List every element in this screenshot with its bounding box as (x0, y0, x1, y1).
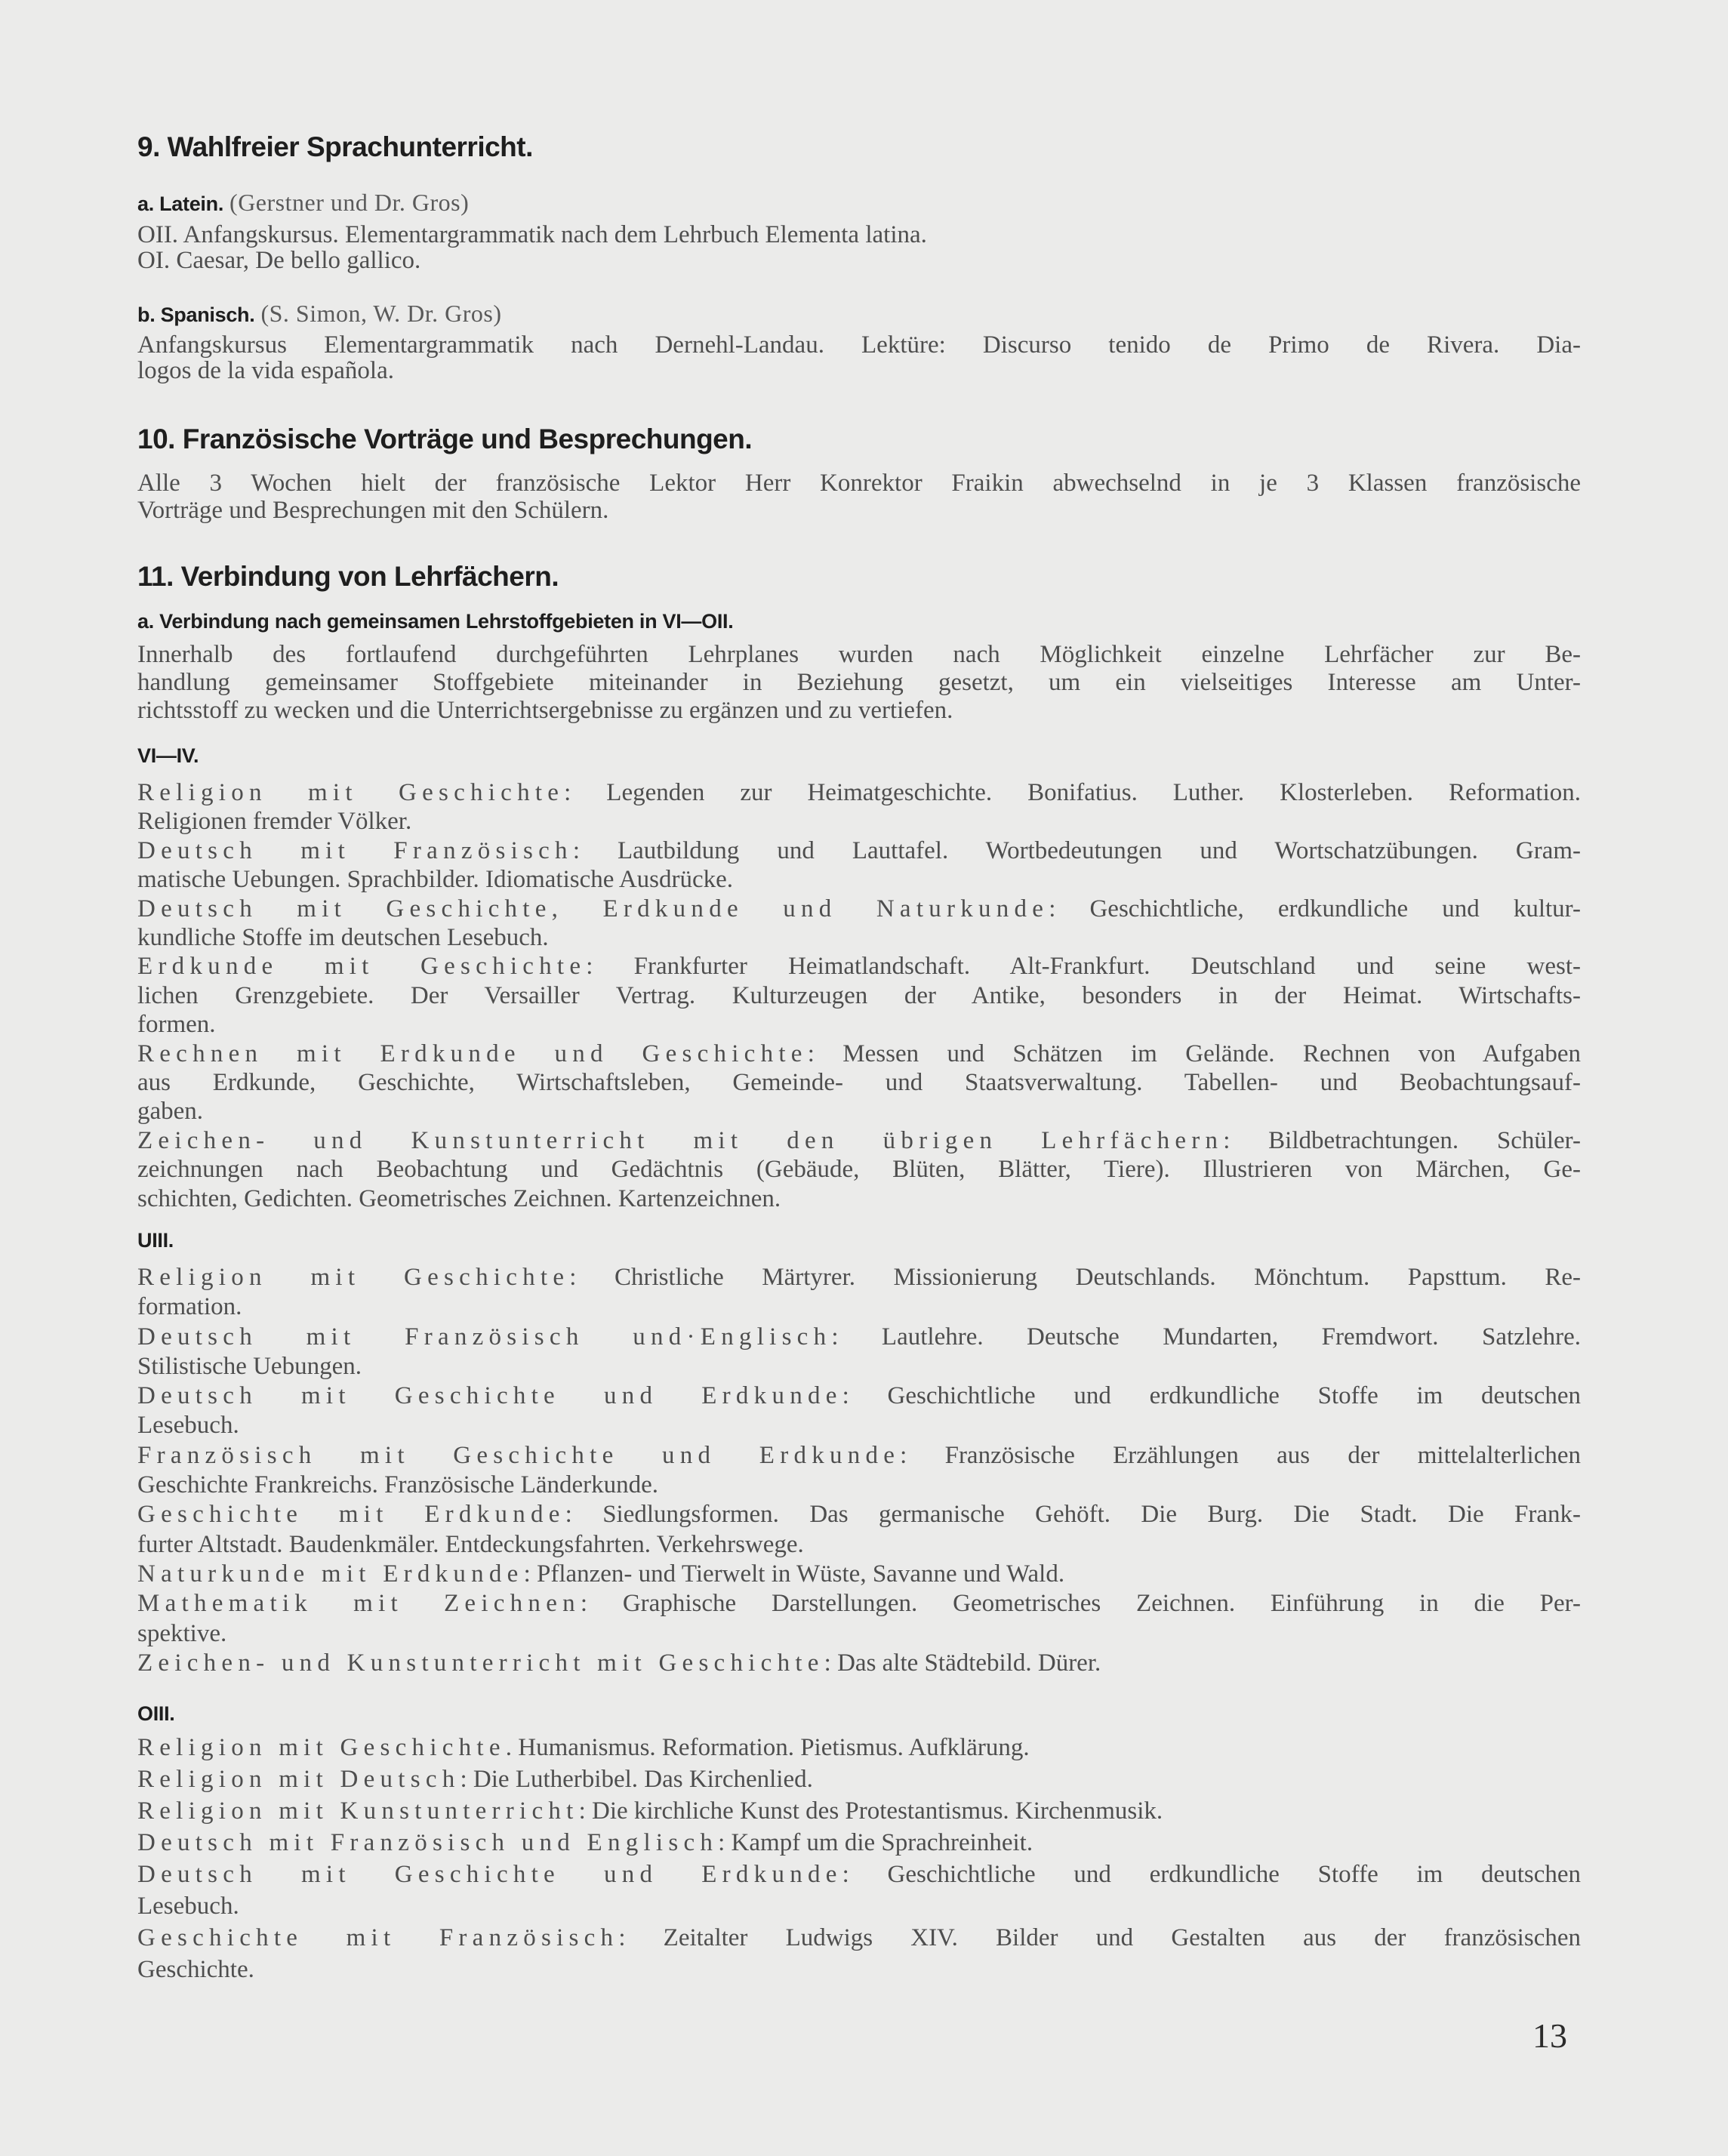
text-line (137, 1763, 1581, 1795)
entry-text: : Pflanzen- und Tierwelt in Wüste, Savanne und Wald. (523, 1560, 1065, 1588)
text-line: richtsstoff zu wecken und die Unterrichtsergebnisse zu ergänzen und zu vertiefen. (137, 697, 953, 724)
subject-entry (137, 1649, 1581, 1678)
subject-combination: Deutsch mit Französisch und Englisch (137, 1829, 719, 1856)
text-line (137, 1890, 1581, 1922)
text-line (137, 1126, 1581, 1155)
text-line (137, 895, 1581, 923)
page-number: 13 (1532, 2016, 1567, 2055)
text-line (137, 1589, 1581, 1619)
section-11-heading: 11. Verbindung von Lehrfächern. (137, 561, 559, 592)
entry-text: formation. (137, 1293, 242, 1321)
text-line (137, 1184, 1581, 1213)
entry-text: Lesebuch. (137, 1893, 239, 1920)
subject-entry (137, 1040, 1581, 1126)
text-line (137, 1827, 1581, 1859)
text-line (137, 778, 1581, 807)
entry-text: : Messen und Schätzen im Gelände. Rechnen von Aufgaben (807, 1040, 1582, 1067)
text-line (137, 981, 1581, 1010)
entry-text: Geschichte Frankreichs. Französische Länderkunde. (137, 1471, 659, 1499)
subject-entry (137, 1732, 1581, 1763)
subject-combination: Religion mit Kunstunterricht (137, 1797, 579, 1825)
entry-text: schichten, Gedichten. Geometrisches Zeichnen. Kartenzeichnen. (137, 1184, 781, 1212)
subject-combination: Erdkunde mit Geschichte (137, 953, 587, 981)
text-line (137, 1292, 1581, 1322)
entry-text: zeichnungen nach Beobachtung und Gedächtnis (Gebäude, Blüten, Blätter, Tiere). Illustrieren von Märchen, Ge- (137, 1156, 1581, 1184)
text-line (137, 1411, 1581, 1440)
spanisch-label: b. Spanisch. (137, 303, 255, 326)
latein-text (137, 222, 1581, 273)
subject-combination: Rechnen mit Erdkunde und Geschichte (137, 1040, 808, 1067)
entry-text: : Legenden zur Heimatgeschichte. Bonifatius. Luther. Klosterleben. Reformation. (564, 779, 1581, 806)
text-line (137, 1323, 1581, 1352)
entry-text: : Geschichtliche, erdkundliche und kultur- (1049, 895, 1581, 922)
subject-entry (137, 1323, 1581, 1382)
group-heading-uiii: UIII. (137, 1229, 174, 1252)
group-entries (137, 1732, 1581, 1985)
entry-text: : Die kirchliche Kunst des Protestantismus. Kirchenmusik. (578, 1797, 1163, 1825)
subject-entry (137, 1560, 1581, 1589)
subject-combination: Deutsch mit Französisch und·Englisch (137, 1323, 832, 1351)
verbindung-intro (137, 641, 1581, 725)
text-line (137, 1352, 1581, 1381)
subject-entry (137, 1500, 1581, 1560)
subject-entry (137, 952, 1581, 1039)
text-line (137, 1922, 1581, 1954)
entry-text: formen. (137, 1011, 216, 1039)
subject-entry (137, 1263, 1581, 1323)
entry-text: Lesebuch. (137, 1412, 239, 1440)
text-line (137, 1441, 1581, 1471)
spanisch-subheading (137, 299, 1581, 329)
subject-combination: Deutsch mit Geschichte, Erdkunde und Naturkunde (137, 895, 1049, 922)
text-line (137, 836, 1581, 865)
spanisch-text (137, 332, 1581, 383)
text-line (137, 1010, 1581, 1039)
text-line (137, 1040, 1581, 1068)
subject-entry (137, 1795, 1581, 1827)
entry-text: furter Altstadt. Baudenkmäler. Entdeckungsfahrten. Verkehrswege. (137, 1530, 804, 1558)
group-heading-oiii: OIII. (137, 1702, 175, 1725)
entry-text: spektive. (137, 1619, 227, 1647)
section-10-heading: 10. Französische Vorträge und Besprechungen. (137, 424, 753, 454)
subject-entry (137, 1441, 1581, 1501)
entry-text: : Frankfurter Heimatlandschaft. Alt-Frankfurt. Deutschland und seine west- (586, 953, 1581, 981)
text-line: Anfangskursus Elementargrammatik nach Dernehl-Landau. Lektüre: Discurso tenido de Primo de Rivera. Dia- (137, 331, 1581, 359)
entry-text: lichen Grenzgebiete. Der Versailler Vertrag. Kulturzeugen der Antike, besonders in der Heimat. Wirtschafts- (137, 981, 1581, 1009)
entry-text: Religionen fremder Völker. (137, 808, 412, 836)
subject-entry (137, 1827, 1581, 1859)
section-10-text (137, 470, 1581, 524)
text-line (137, 865, 1581, 894)
entry-text: : Graphische Darstellungen. Geometrisches Zeichnen. Einführung in die Per- (580, 1590, 1581, 1618)
text-line: Innerhalb des fortlaufend durchgeführten Lehrplanes wurden nach Möglichkeit einzelne Lehrfächer zur Be- (137, 641, 1581, 668)
subject-combination: Religion mit Geschichte (137, 1734, 506, 1761)
latein-label: a. Latein. (137, 192, 224, 215)
spanisch-teachers: (S. Simon, W. Dr. Gros) (260, 300, 502, 327)
entry-text: Stilistische Uebungen. (137, 1352, 362, 1380)
text-line (137, 1795, 1581, 1827)
subject-combination: Geschichte mit Französisch (137, 1924, 619, 1951)
group-heading-vi-iv: VI—IV. (137, 744, 199, 767)
latein-teachers: (Gerstner und Dr. Gros) (229, 189, 470, 216)
subject-combination: Zeichen- und Kunstunterricht mit Geschichte (137, 1649, 824, 1677)
entry-text: : Lautbildung und Lauttafel. Wortbedeutungen und Wortschatzübungen. Gram- (572, 836, 1581, 864)
entry-text: aus Erdkunde, Geschichte, Wirtschaftsleben, Gemeinde- und Staatsverwaltung. Tabellen- und Beobachtungsauf- (137, 1069, 1581, 1097)
text-line: handlung gemeinsamer Stoffgebiete miteinander in Beziehung gesetzt, um ein vielseitiges Interesse am Unter- (137, 669, 1581, 696)
subject-entry (137, 836, 1581, 895)
subject-entry (137, 895, 1581, 953)
text-line (137, 1155, 1581, 1184)
text-line: OI. Caesar, De bello gallico. (137, 247, 421, 274)
entry-text: : Zeitalter Ludwigs XIV. Bilder und Gestalten aus der französischen (618, 1924, 1581, 1951)
subject-entry (137, 1859, 1581, 1922)
subject-entry (137, 1922, 1581, 1985)
subject-entry (137, 1126, 1581, 1213)
text-line: Vorträge und Besprechungen mit den Schülern. (137, 497, 609, 524)
subject-entry (137, 1381, 1581, 1441)
entry-text: : Französische Erzählungen aus der mittelalterlichen (900, 1441, 1581, 1469)
entry-text: : Die Lutherbibel. Das Kirchenlied. (460, 1766, 813, 1793)
text-line: Alle 3 Wochen hielt der französische Lektor Herr Konrektor Fraikin abwechselnd in je 3 Klassen französische (137, 470, 1581, 497)
text-line (137, 1068, 1581, 1097)
entry-text: . Humanismus. Reformation. Pietismus. Aufklärung. (505, 1734, 1030, 1761)
text-line (137, 1097, 1581, 1126)
text-line (137, 1500, 1581, 1529)
subject-combination: Religion mit Geschichte (137, 779, 565, 806)
entry-text: : Bildbetrachtungen. Schüler- (1223, 1126, 1581, 1154)
verbindung-subheading: a. Verbindung nach gemeinsamen Lehrstoffgebieten in VI—OII. (137, 610, 734, 633)
entry-text: : Geschichtliche und erdkundliche Stoffe im deutschen (842, 1861, 1581, 1888)
subject-combination: Geschichte mit Erdkunde (137, 1501, 565, 1529)
entry-text: : Das alte Städtebild. Dürer. (824, 1649, 1101, 1677)
subject-combination: Französisch mit Geschichte und Erdkunde (137, 1441, 901, 1469)
entry-text: : Geschichtliche und erdkundliche Stoffe im deutschen (842, 1382, 1581, 1410)
entry-text: : Siedlungsformen. Das germanische Gehöft. Die Burg. Die Stadt. Die Frank- (565, 1501, 1581, 1529)
subject-entry (137, 778, 1581, 836)
text-line (137, 807, 1581, 836)
text-line (137, 1619, 1581, 1649)
group-entries (137, 778, 1581, 1213)
subject-combination: Religion mit Geschichte (137, 1264, 570, 1291)
text-line (137, 1649, 1581, 1678)
subject-combination: Zeichen- und Kunstunterricht mit den übrigen Lehrfächern (137, 1126, 1224, 1154)
entry-text: matische Uebungen. Sprachbilder. Idiomatische Ausdrücke. (137, 866, 734, 894)
subject-combination: Naturkunde mit Erdkunde (137, 1560, 524, 1588)
entry-text: : Kampf um die Sprachreinheit. (718, 1829, 1033, 1856)
text-line (137, 1954, 1581, 1985)
subject-entry (137, 1589, 1581, 1649)
section-9-heading: 9. Wahlfreier Sprachunterricht. (137, 131, 533, 162)
text-line (137, 923, 1581, 952)
entry-text: : Lautlehre. Deutsche Mundarten, Fremdwort. Satzlehre. (831, 1323, 1581, 1351)
text-line (137, 1732, 1581, 1763)
text-line (137, 1381, 1581, 1411)
entry-text: gaben. (137, 1098, 204, 1126)
subject-combination: Deutsch mit Geschichte und Erdkunde (137, 1382, 842, 1410)
text-line: OII. Anfangskursus. Elementargrammatik nach dem Lehrbuch Elementa latina. (137, 221, 927, 248)
subject-entry (137, 1763, 1581, 1795)
text-line (137, 1530, 1581, 1560)
subject-combination: Deutsch mit Geschichte und Erdkunde (137, 1861, 842, 1888)
entry-text: : Christliche Märtyrer. Missionierung Deutschlands. Mönchtum. Papsttum. Re- (569, 1264, 1582, 1291)
text-line (137, 1859, 1581, 1890)
entry-text: kundliche Stoffe im deutschen Lesebuch. (137, 924, 549, 952)
group-entries (137, 1263, 1581, 1678)
text-line (137, 952, 1581, 981)
text-line (137, 1263, 1581, 1292)
subject-combination: Religion mit Deutsch (137, 1766, 460, 1793)
text-line (137, 1560, 1581, 1589)
text-line (137, 1471, 1581, 1500)
entry-text: Geschichte. (137, 1956, 254, 1983)
latein-subheading (137, 188, 1581, 218)
subject-combination: Deutsch mit Französisch (137, 836, 573, 864)
text-line: logos de la vida española. (137, 357, 394, 384)
subject-combination: Mathematik mit Zeichnen (137, 1590, 581, 1618)
